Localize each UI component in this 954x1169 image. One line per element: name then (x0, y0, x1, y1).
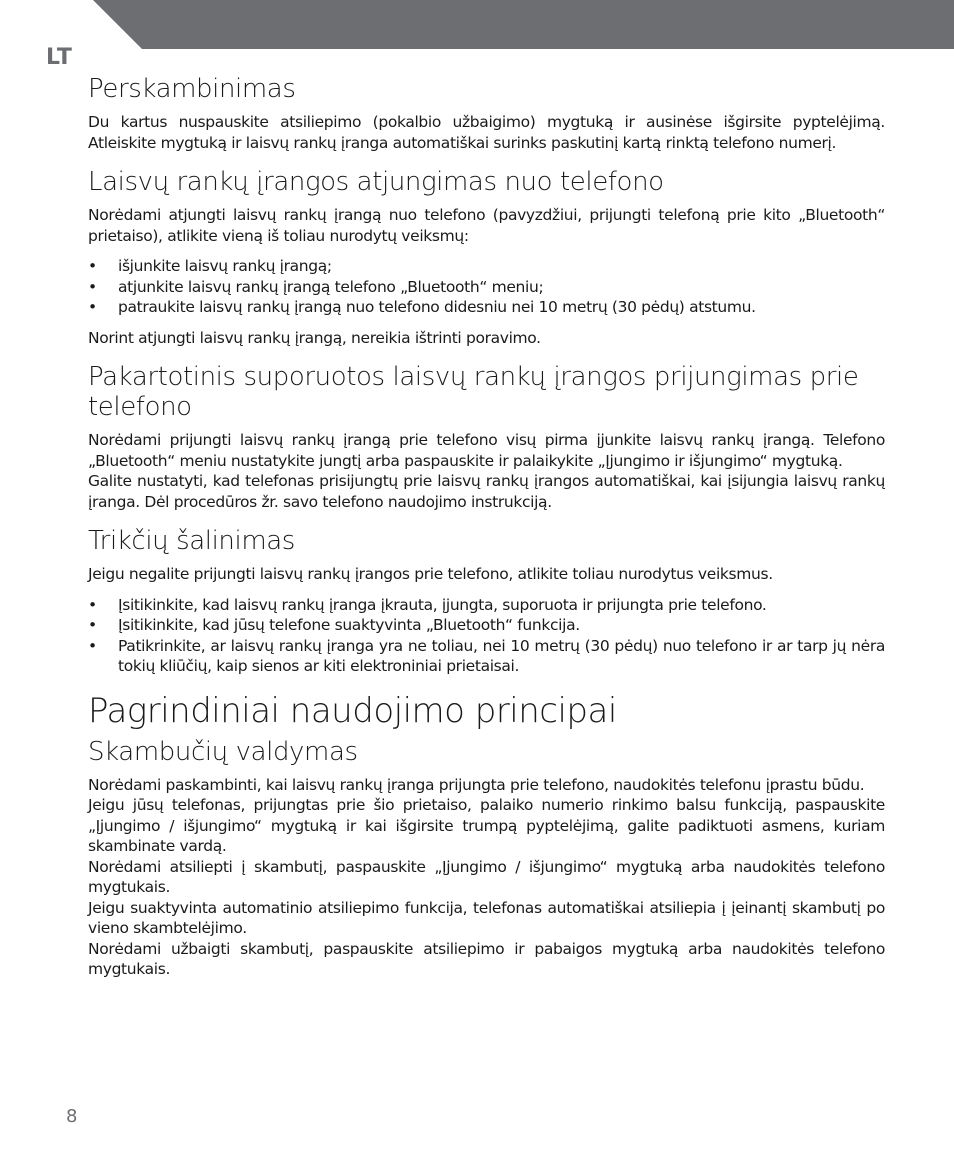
chapter-title: Pagrindiniai naudojimo principai (88, 690, 617, 731)
section-title-reconnect: Pakartotinis suporuotos laisvų rankų įrangos prijungimas prie telefono (88, 362, 859, 422)
list-item: • išjunkite laisvų rankų įrangą; (88, 257, 332, 275)
list-item: • atjunkite laisvų rankų įrangą telefono „Bluetooth“ meniu; (88, 277, 544, 296)
reconnect-paragraph-1: Norėdami prijungti laisvų rankų įrangą prie telefono visų pirma įjunkite laisvų rankų įrangą. Telefono „Bluetooth“ meniu nustatykite jungtį arba paspauskite ir palaikykite „Įjungimo ir išjungimo“ mygtuką. (88, 431, 885, 470)
section-reconnect (88, 362, 885, 512)
list-item: • patraukite laisvų rankų įrangą nuo telefono didesniu nei 10 metrų (30 pėdų) atstumu. (88, 298, 756, 316)
disconnect-list (88, 256, 885, 318)
language-code: LT (46, 45, 73, 70)
list-item: • Įsitikinkite, kad laisvų rankų įranga įkrauta, įjungta, suporuota ir prijungta prie telefono. (88, 595, 767, 614)
section-title-call-control: Skambučių valdymas (88, 736, 358, 767)
disconnect-intro: Norėdami atjungti laisvų rankų įrangą nuo telefono (pavyzdžiui, prijungti telefoną prie kito „Bluetooth“ prietaiso), atlikite vieną iš toliau nurodytų veiksmų: (88, 206, 885, 245)
call-control-paragraph-1: Norėdami paskambinti, kai laisvų rankų įranga prijungta prie telefono, naudokitės telefonu įprastu būdu. (88, 775, 865, 794)
section-title-redial: Perskambinimas (88, 74, 296, 104)
section-redial (88, 74, 885, 153)
bullet-icon: • (88, 636, 97, 655)
section-title-disconnect: Laisvų rankų įrangos atjungimas nuo telefono (88, 167, 664, 197)
call-control-paragraph-3: Norėdami atsiliepti į skambutį, paspauskite „Įjungimo / išjungimo“ mygtuką arba naudokitės telefono mygtukais. (88, 857, 885, 896)
call-control-paragraph-4: Jeigu suaktyvinta automatinio atsiliepimo funkcija, telefonas automatiškai atsiliepia į įeinantį skambutį po vieno skambtelėjimo. (88, 898, 885, 937)
header-bar (0, 0, 954, 49)
bullet-icon: • (88, 277, 97, 296)
section-title-troubleshooting: Trikčių šalinimas (88, 526, 295, 556)
call-control-paragraph-5: Norėdami užbaigti skambutį, paspauskite atsiliepimo ir pabaigos mygtuką arba naudokitės telefono mygtukais. (88, 939, 885, 978)
redial-text: Du kartus nuspauskite atsiliepimo (pokalbio užbaigimo) mygtuką ir ausinėse išgirsite pyptelėjimą. Atleiskite mygtuką ir laisvų rankų įranga automatiškai surinks paskutinį kartą rinktą telefono numerį. (88, 113, 885, 152)
reconnect-paragraph-2: Galite nustatyti, kad telefonas prisijungtų prie laisvų rankų įrangos automatiškai, kai įsijungia laisvų rankų įranga. Dėl procedūros žr. savo telefono naudojimo instrukciją. (88, 472, 885, 511)
page-number: 8 (66, 1106, 78, 1127)
bullet-icon: • (88, 595, 97, 614)
bullet-icon: • (88, 257, 97, 275)
section-basic-use (88, 691, 885, 980)
section-troubleshooting (88, 526, 885, 677)
section-disconnect (88, 167, 885, 348)
header-bar-shape (93, 0, 954, 49)
disconnect-note: Norint atjungti laisvų rankų įrangą, nereikia ištrinti poravimo. (88, 328, 541, 347)
page-content (88, 74, 885, 980)
bullet-icon: • (88, 298, 97, 316)
troubleshooting-intro: Jeigu negalite prijungti laisvų rankų įrangos prie telefono, atlikite toliau nurodytus veiksmus. (88, 565, 773, 583)
bullet-icon: • (88, 616, 97, 634)
list-item: • Įsitikinkite, kad jūsų telefone suaktyvinta „Bluetooth“ funkcija. (88, 616, 580, 634)
call-control-paragraph-2: Jeigu jūsų telefonas, prijungtas prie šio prietaiso, palaiko numerio rinkimo balsu funkciją, paspauskite „Įjungimo / išjungimo“ mygtuką ir kai išgirsite trumpą pyptelėjimą, galite padiktuoti asmens, kuriam skambinate vardą. (88, 796, 885, 855)
list-item: • Patikrinkite, ar laisvų rankų įranga yra ne toliau, nei 10 metrų (30 pėdų) nuo telefono ir ar tarp jų nėra tokių kliūčių, kaip sienos ar kiti elektroniniai prietaisai. (88, 636, 885, 675)
troubleshooting-list (88, 595, 885, 677)
